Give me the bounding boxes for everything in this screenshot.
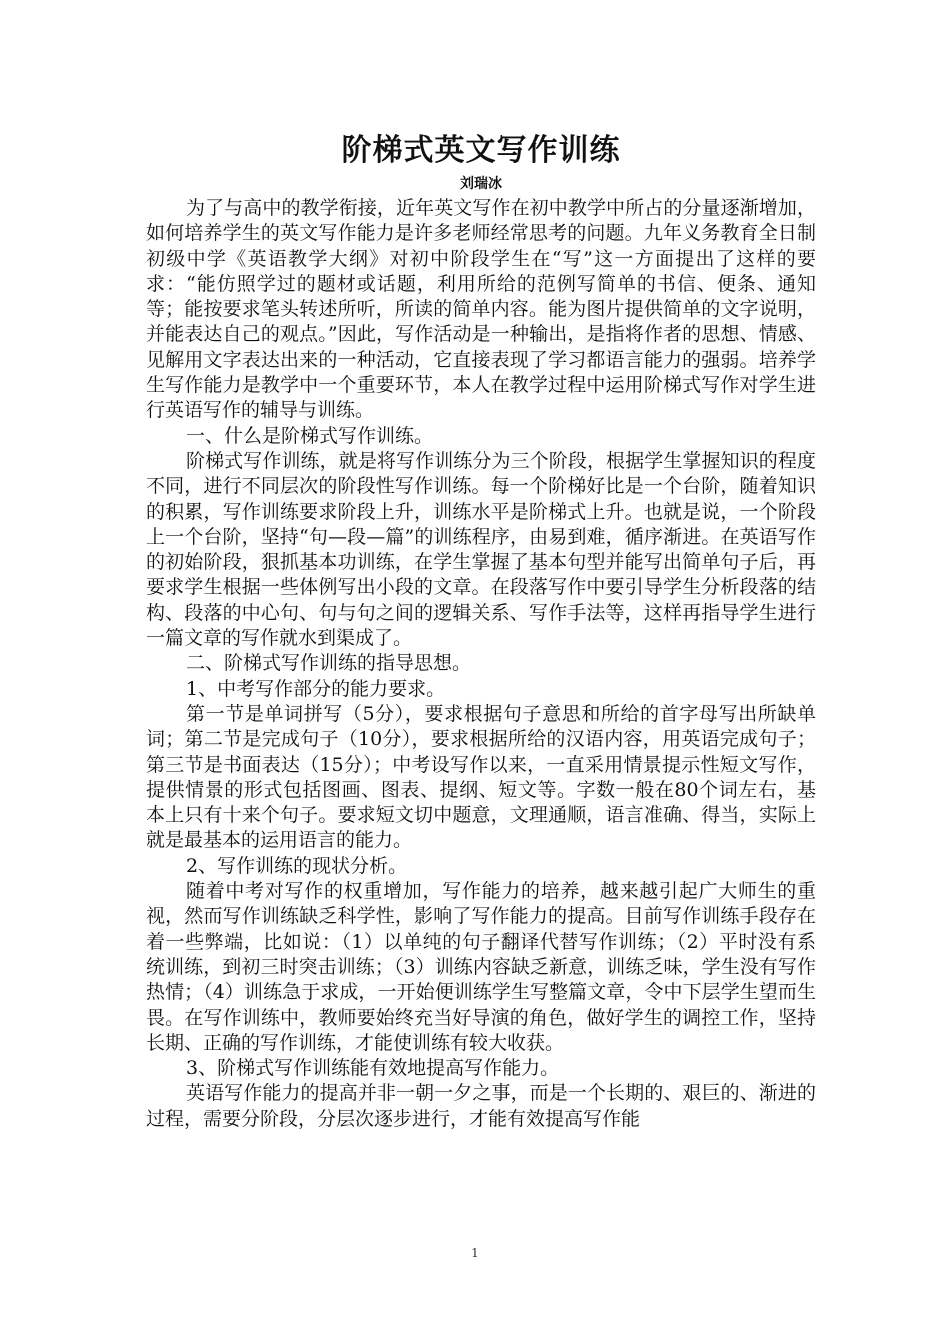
paragraph-exam-requirements: 第一节是单词拼写（5分），要求根据句子意思和所给的首字母写出所缺单词；第二节是完成句子（10分），要求根据所给的汉语内容，用英语完成句子；第三节是书面表达（15分）；中考设写作以来，一直采用情景提示性短文写作，提供情景的形式包括图画、图表、提纲、短文等。字数一般在80个词左右，基本上只有十来个句子。要求短文切中题意，文理通顺，语言准确、得当，实际上就是最基本的运用语言的能力。 (146, 702, 816, 852)
paragraph-intro: 为了与高中的教学衔接，近年英文写作在初中教学中所占的分量逐渐增加，如何培养学生的英文写作能力是许多老师经常思考的问题。九年义务教育全日制初级中学《英语教学大纲》对初中阶段学生在“写”这一方面提出了这样的要求：“能仿照学过的题材或话题，利用所给的范例写简单的书信、便条、通知等；能按要求笔头转述所听，所读的简单内容。能为图片提供简单的文字说明，并能表达自己的观点。”因此，写作活动是一种输出，是指将作者的思想、情感、见解用文字表达出来的一种活动，它直接表现了学习都语言能力的强弱。培养学生写作能力是教学中一个重要环节，本人在教学过程中运用阶梯式写作对学生进行英语写作的辅导与训练。 (146, 197, 816, 422)
document-author: 刘瑞冰 (460, 176, 502, 192)
section-heading-2: 二、阶梯式写作训练的指导思想。 (186, 652, 472, 675)
subsection-heading-2-3: 3、阶梯式写作训练能有效地提高写作能力。 (186, 1057, 560, 1080)
paragraph-definition: 阶梯式写作训练，就是将写作训练分为三个阶段，根据学生掌握知识的程度不同，进行不同层次的阶段性写作训练。每一个阶梯好比是一个台阶，随着知识的积累，写作训练要求阶段上升，训练水平是阶梯式上升。也就是说，一个阶段上一个台阶，坚持“句—段—篇”的训练程序，由易到难，循序渐进。在英语写作的初始阶段，狠抓基本功训练，在学生掌握了基本句型并能写出简单句子后，再要求学生根据一些体例写出小段的文章。在段落写作中要引导学生分析段落的结构、段落的中心句、句与句之间的逻辑关系、写作手法等，这样再指导学生进行一篇文章的写作就水到渠成了。 (146, 449, 816, 650)
page-number: 1 (471, 1246, 479, 1260)
document-title: 阶梯式英文写作训练 (341, 133, 621, 168)
paragraph-status-analysis: 随着中考对写作的权重增加，写作能力的培养，越来越引起广大师生的重视，然而写作训练缺乏科学性，影响了写作能力的提高。目前写作训练手段存在着一些弊端，比如说：（1）以单纯的句子翻译代替写作训练；（2）平时没有系统训练，到初三时突击训练；（3）训练内容缺乏新意，训练乏味，学生没有写作热情；（4）训练急于求成，一开始便训练学生写整篇文章，令中下层学生望而生畏。在写作训练中，教师要始终充当好导演的角色，做好学生的调控工作，坚持长期、正确的写作训练，才能使训练有较大收获。 (146, 880, 816, 1054)
paragraph-effectiveness: 英语写作能力的提高并非一朝一夕之事，而是一个长期的、艰巨的、渐进的过程，需要分阶段，分层次逐步进行，才能有效提高写作能 (146, 1082, 816, 1130)
section-heading-1: 一、什么是阶梯式写作训练。 (186, 424, 434, 447)
document-body (146, 128, 816, 1132)
subsection-heading-2-1: 1、中考写作部分的能力要求。 (186, 677, 446, 700)
subsection-heading-2-2: 2、写作训练的现状分析。 (186, 854, 408, 877)
